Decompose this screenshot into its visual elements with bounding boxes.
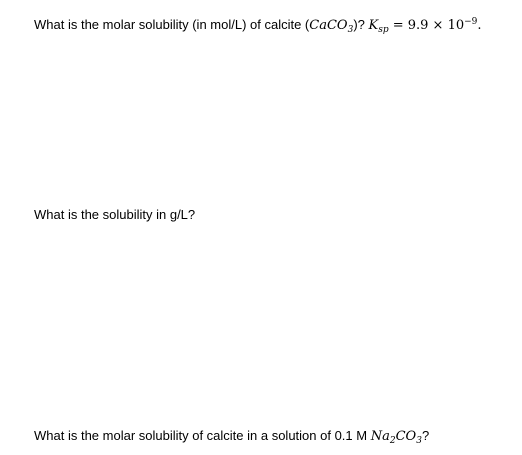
calcite-formula: CaCO$_3$: [309, 18, 354, 35]
question-1-text: What is the molar solubility (in mol/L) of calcite (: [34, 17, 310, 32]
question-molar-solubility: What is the molar solubility (in mol/L) of calcite (CaCO$_3$)? $K_{sp} = 9.9 \times 10^{-9}$.: [34, 17, 482, 35]
question-molar-solubility-in-sodium-carbonate: What is the molar solubility of calcite in a solution of 0.1 M $Na_2CO_3$?: [34, 428, 430, 446]
question-3-text: What is the molar solubility of calcite in a solution of 0.1 M: [34, 428, 371, 443]
question-solubility-g-per-l: What is the solubility in g/L?: [34, 207, 196, 222]
sodium-carbonate-formula: $Na_2CO_3$: [370, 429, 422, 446]
ksp-expression: $K_{sp} = 9.9 \times 10^{-9}$.: [368, 17, 482, 35]
